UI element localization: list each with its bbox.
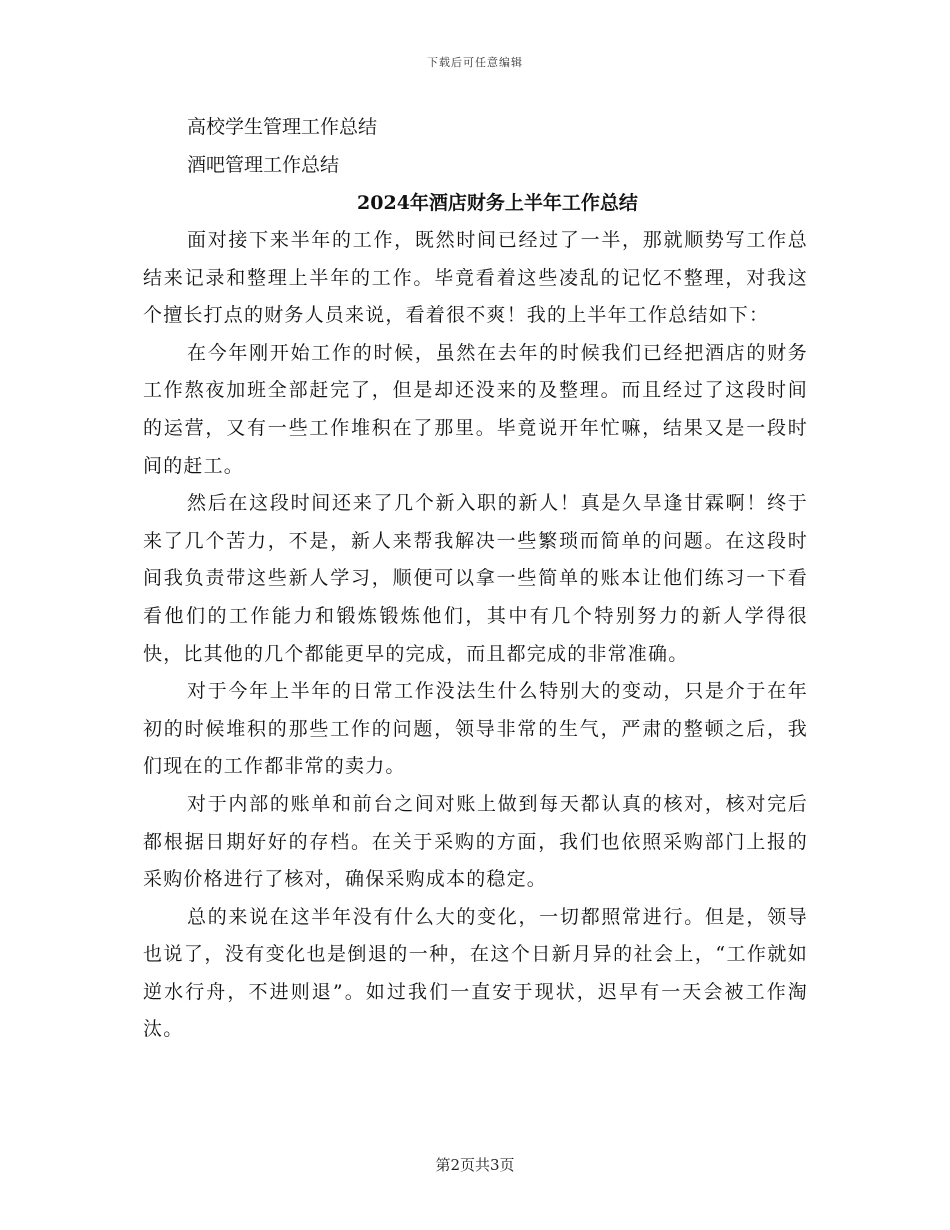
paragraph-3: 然后在这段时间还来了几个新入职的新人！真是久旱逢甘霖啊！终于来了几个苦力，不是，新人来帮我解决一些繁琐而简单的问题。在这段时间我负责带这些新人学习，顺便可以拿一些简单的账本让他们练习一下看看他们的工作能力和锻炼锻炼他们，其中有几个特别努力的新人学得很快，比其他的几个都能更早的完成，而且都完成的非常准确。 [143,492,808,665]
page-number-footer: 第2页共3页 [435,1156,515,1174]
document-title: 2024年酒店财务上半年工作总结 [357,192,638,214]
paragraph-4: 对于今年上半年的日常工作没法生什么特别大的变动，只是介于在年初的时候堆积的那些工作的问题，领导非常的生气，严肃的整顿之后，我们现在的工作都非常的卖力。 [143,680,808,778]
header-note: 下载后可任意编辑 [427,56,523,69]
paragraph-5: 对于内部的账单和前台之间对账上做到每天都认真的核对，核对完后都根据日期好好的存档。在关于采购的方面，我们也依照采购部门上报的采购价格进行了核对，确保采购成本的稳定。 [143,792,808,891]
paragraph-2: 在今年刚开始工作的时候，虽然在去年的时候我们已经把酒店的财务工作熬夜加班全部赶完了，但是却还没来的及整理。而且经过了这段时间的运营，又有一些工作堆积在了那里。毕竟说开年忙嘛，结果又是一段时间的赶工。 [143,341,808,477]
document-content [143,108,808,1049]
related-link-1[interactable]: 高校学生管理工作总结 [187,116,378,138]
paragraph-6: 总的来说在这半年没有什么大的变化，一切都照常进行。但是，领导也说了，没有变化也是倒退的一种，在这个日新月异的社会上，“工作就如逆水行舟，不进则退”。如过我们一直安于现状，迟早有一天会被工作淘汰。 [143,905,808,1041]
related-link-2[interactable]: 酒吧管理工作总结 [187,154,340,176]
paragraph-1: 面对接下来半年的工作，既然时间已经过了一半，那就顺势写工作总结来记录和整理上半年的工作。毕竟看着这些凌乱的记忆不整理，对我这个擅长打点的财务人员来说，看着很不爽！我的上半年工作总结如下： [143,229,808,327]
